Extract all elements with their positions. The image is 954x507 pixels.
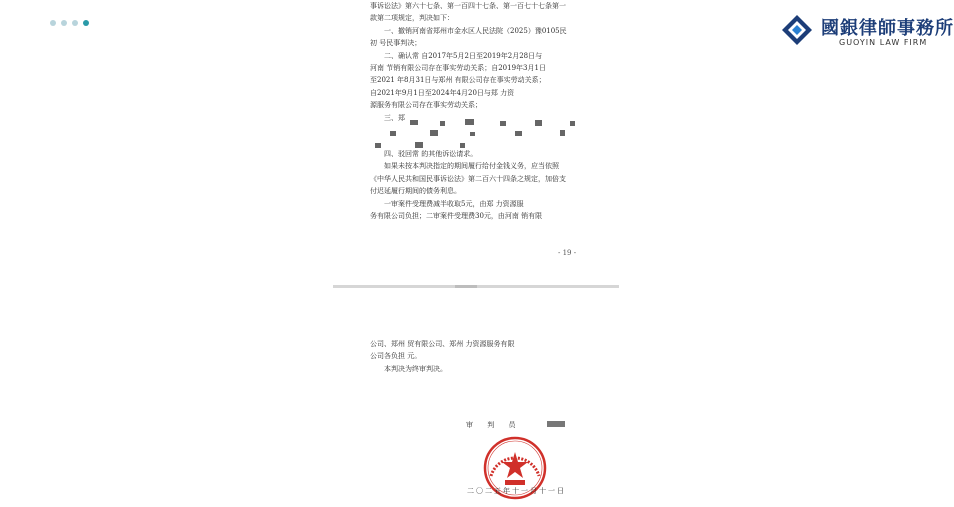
doc-line: 事诉讼法》第六十七条、第一百四十七条、第一百七十七条第一 bbox=[370, 2, 566, 10]
judge-label: 审 判 员 bbox=[466, 421, 522, 429]
doc-line: 公司、郑州 贸有限公司、郑州 力资源服务有限 bbox=[370, 340, 515, 348]
slide-dot-1[interactable] bbox=[50, 20, 56, 26]
judgment-date: 二〇二五年十一月十一日 bbox=[467, 487, 566, 495]
doc-line: 二、确认常 自2017年5月2日至2019年2月28日与 bbox=[384, 51, 543, 60]
judgment-page-20 bbox=[370, 338, 585, 375]
diamond-logo-icon bbox=[781, 14, 813, 46]
doc-line: 一、撤销河南省郑州市金水区人民法院（2025）豫0105民 bbox=[384, 26, 567, 35]
page-number: - 19 - bbox=[558, 249, 577, 257]
doc-line: 四、驳回常 的其他诉讼请求。 bbox=[384, 150, 478, 159]
doc-line: 本判决为终审判决。 bbox=[384, 364, 447, 373]
doc-line: 款第二项规定，判决如下： bbox=[370, 14, 454, 23]
doc-line: 河南 节销有限公司存在事实劳动关系；自2019年3月1日 bbox=[370, 64, 546, 73]
doc-line: 自2021年9月1日至2024年4月20日与郑 力资 bbox=[370, 88, 515, 97]
brand-name-en: GUOYIN LAW FIRM bbox=[839, 38, 928, 47]
doc-line: 初 号民事判决； bbox=[370, 39, 422, 48]
doc-line: 公司各负担 元。 bbox=[370, 352, 422, 361]
slide-indicator bbox=[50, 20, 89, 26]
doc-line: 源服务有限公司存在事实劳动关系； bbox=[370, 101, 482, 110]
doc-line: 务有限公司负担；二审案件受理费30元，由河南 销有限 bbox=[370, 212, 543, 221]
doc-line: 至2021 年8月31日与郑州 有限公司存在事实劳动关系； bbox=[370, 76, 546, 85]
slide-dot-4-active[interactable] bbox=[83, 20, 89, 26]
slide-dot-2[interactable] bbox=[61, 20, 67, 26]
redaction-noise bbox=[370, 118, 585, 152]
slide-dot-3[interactable] bbox=[72, 20, 78, 26]
doc-line: 《中华人民共和国民事诉讼法》第二百六十四条之规定，加倍支 bbox=[370, 174, 566, 183]
judge-name-redacted bbox=[547, 421, 565, 427]
brand-logo bbox=[781, 14, 954, 50]
doc-line: 如果未按本判决指定的期间履行给付金钱义务，应当依照 bbox=[384, 162, 559, 171]
doc-line: 一审案件受理费减半收取5元，由郑 力资源服 bbox=[384, 199, 524, 208]
page-separator-handle bbox=[455, 285, 477, 288]
doc-line: 三、郑 bbox=[384, 113, 405, 122]
judgment-page-19 bbox=[370, 0, 585, 223]
brand-name-cn: 國銀律師事務所 bbox=[821, 18, 954, 39]
doc-line: 付迟延履行期间的债务利息。 bbox=[370, 187, 461, 196]
